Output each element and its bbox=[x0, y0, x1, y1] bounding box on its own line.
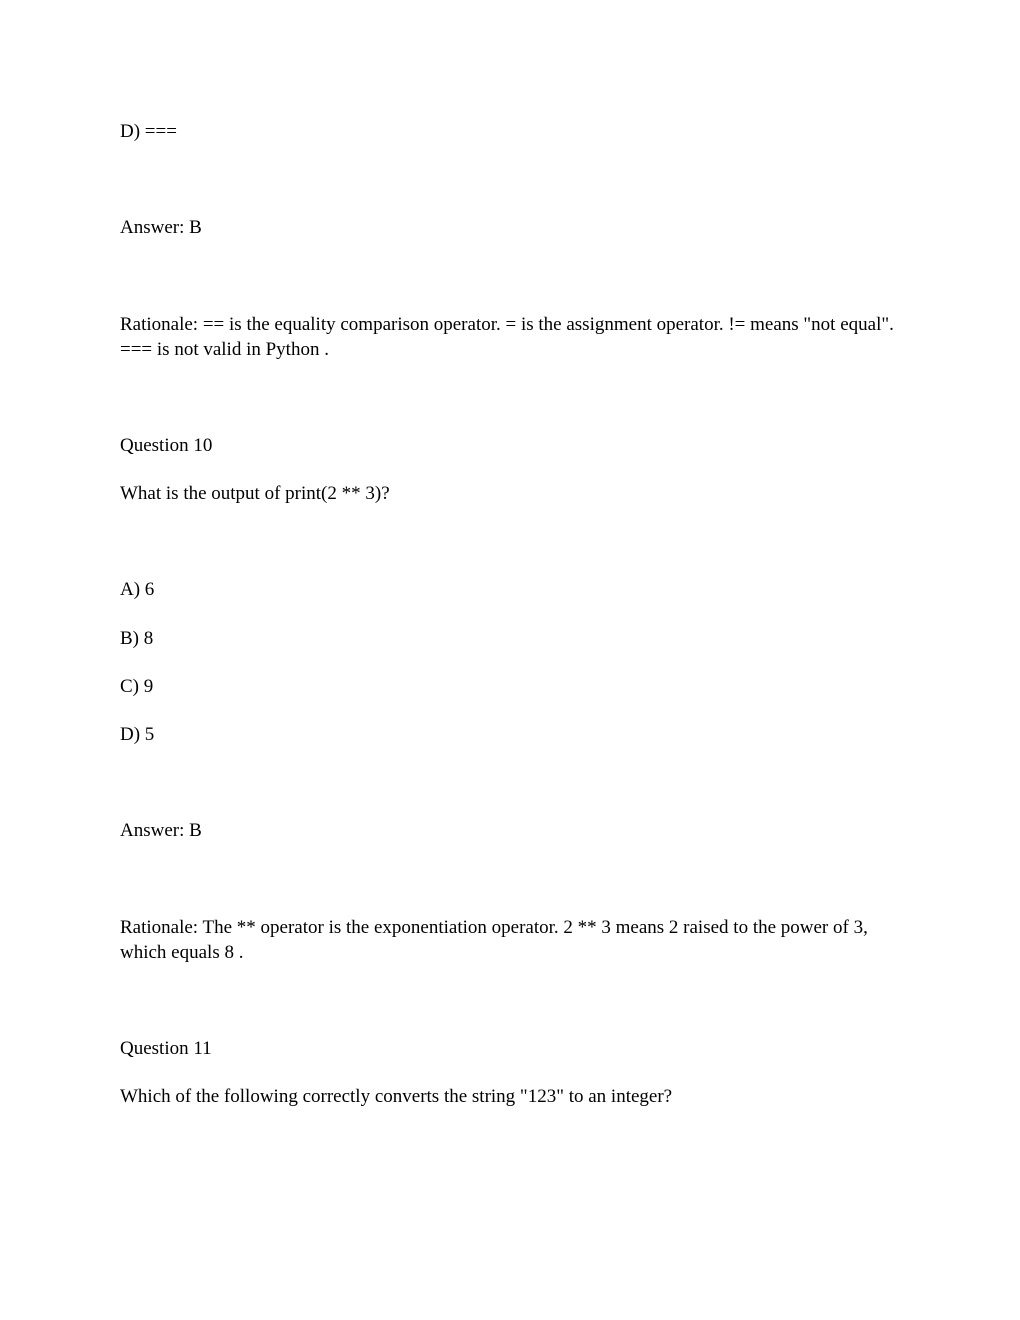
q9-option-d: D) === bbox=[120, 121, 177, 142]
q10-option-b: B) 8 bbox=[120, 628, 154, 649]
q11-heading: Question 11 bbox=[120, 1038, 212, 1059]
q9-rationale: Rationale: == is the equality comparison operator. = is the assignment operator. != means "not equal". === is not valid in Python . bbox=[120, 314, 894, 360]
q11-prompt: Which of the following correctly converts the string "123" to an integer? bbox=[120, 1086, 673, 1107]
q10-option-d: D) 5 bbox=[120, 724, 155, 745]
q10-option-c: C) 9 bbox=[120, 676, 154, 697]
q10-prompt: What is the output of print(2 ** 3)? bbox=[120, 483, 390, 504]
q10-rationale: Rationale: The ** operator is the exponentiation operator. 2 ** 3 means 2 raised to the power of 3, which equals 8 . bbox=[120, 917, 868, 963]
q10-answer: Answer: B bbox=[120, 820, 202, 841]
q10-option-a: A) 6 bbox=[120, 579, 155, 600]
q10-heading: Question 10 bbox=[120, 435, 213, 456]
q9-answer: Answer: B bbox=[120, 217, 202, 238]
